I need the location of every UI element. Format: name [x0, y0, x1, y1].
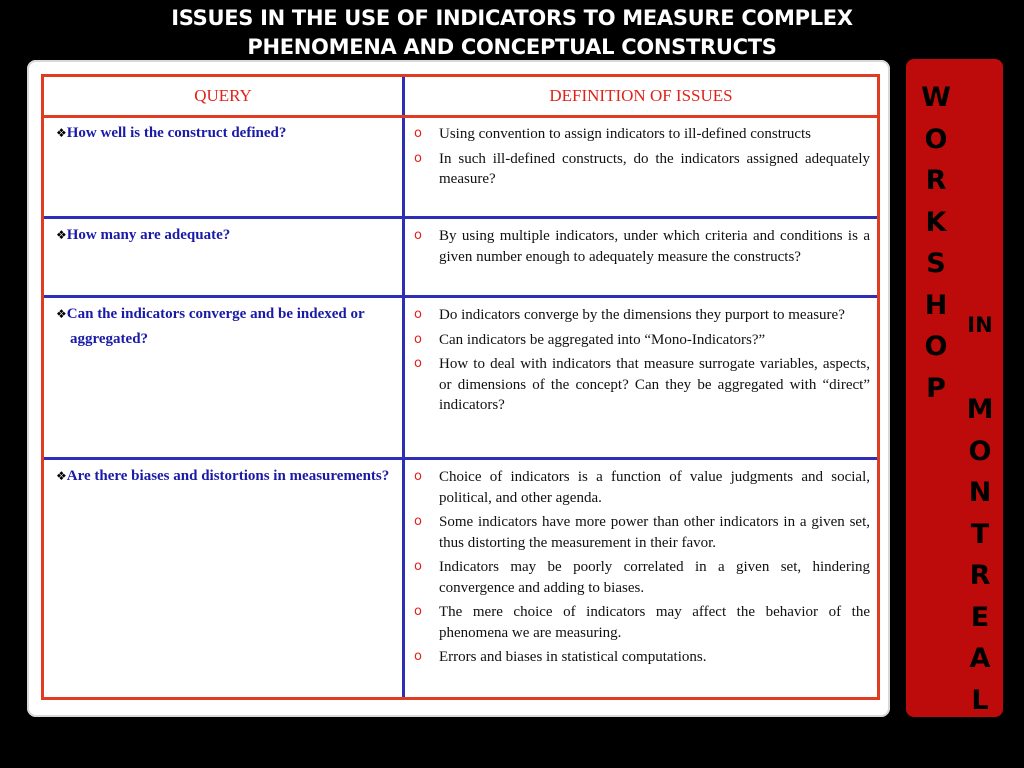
issue-text: By using multiple indicators, under which criteria and conditions is a given number enough to adequately measure the constructs? [439, 228, 870, 265]
issue-text: Choice of indicators is a function of value judgments and social, political, and other agenda. [439, 469, 870, 506]
banner-letter: M [966, 394, 994, 425]
query-text: How many are adequate? [66, 227, 231, 243]
banner-word-workshop [918, 77, 954, 409]
banner-letter: N [968, 477, 992, 508]
issue-text: Using convention to assign indicators to ill-defined constructs [439, 126, 812, 142]
row-divider [44, 295, 877, 298]
diamond-bullet-icon: ❖ [56, 469, 67, 483]
issue-item [414, 557, 870, 598]
header-divider [44, 115, 877, 118]
issue-item [414, 226, 870, 267]
banner-word-in: IN [967, 313, 993, 337]
circle-bullet-icon: o [414, 559, 422, 574]
circle-bullet-icon: o [414, 331, 422, 347]
query-column-header: QUERY [194, 86, 252, 105]
diamond-bullet-icon: ❖ [56, 228, 67, 242]
banner-letter: T [970, 518, 990, 550]
issue-item [414, 305, 870, 326]
issue-item [414, 467, 870, 508]
row-divider [44, 216, 877, 219]
issue-item [414, 602, 870, 643]
issue-list [414, 226, 870, 271]
circle-bullet-icon: o [414, 150, 422, 166]
row-divider [44, 457, 877, 460]
issue-text: Errors and biases in statistical computations. [439, 649, 707, 665]
issue-text: In such ill-defined constructs, do the indicators assigned adequately measure? [439, 150, 870, 187]
issue-item [414, 512, 870, 553]
issue-item [414, 149, 870, 190]
issue-item [414, 124, 870, 145]
banner-letter: S [926, 248, 946, 279]
banner-word-montreal [960, 389, 1000, 721]
query-text: Are there biases and distortions in measurements? [66, 468, 390, 484]
issue-list [414, 124, 870, 194]
banner-letter: R [969, 560, 991, 591]
query-cell [56, 464, 408, 489]
column-divider [402, 77, 405, 697]
issue-item [414, 354, 870, 416]
slide-title [0, 4, 1024, 62]
issue-text: Can indicators be aggregated into “Mono-Indicators?” [439, 331, 766, 348]
issue-list [414, 467, 870, 672]
title-line-1: ISSUES IN THE USE OF INDICATORS TO MEASURE COMPLEX [171, 6, 853, 30]
query-text: Can the indicators converge and be indexed or aggregated? [66, 306, 365, 347]
issue-item [414, 330, 870, 351]
circle-bullet-icon: o [414, 649, 422, 664]
circle-bullet-icon: o [414, 604, 422, 619]
banner-letter: O [968, 435, 992, 467]
diamond-bullet-icon: ❖ [56, 126, 67, 140]
issue-text: Do indicators converge by the dimensions they purport to measure? [439, 307, 845, 323]
banner-letter: O [924, 123, 948, 155]
issue-list [414, 305, 870, 420]
banner-letter: A [969, 643, 991, 674]
banner-letter: H [924, 289, 948, 321]
circle-bullet-icon: o [414, 228, 422, 243]
banner-letter: K [925, 206, 947, 238]
banner-letter: O [924, 331, 948, 362]
circle-bullet-icon: o [414, 514, 422, 529]
issues-table [41, 74, 880, 700]
banner-letter: P [926, 372, 946, 404]
banner-letter: E [970, 601, 990, 633]
workshop-banner [906, 59, 1003, 717]
title-line-2: PHENOMENA AND CONCEPTUAL CONSTRUCTS [247, 35, 777, 59]
circle-bullet-icon: o [414, 126, 422, 141]
circle-bullet-icon: o [414, 356, 422, 371]
query-text: How well is the construct defined? [66, 125, 287, 141]
banner-letter: R [925, 165, 947, 196]
definition-column-header: DEFINITION OF ISSUES [549, 86, 733, 105]
banner-letter: W [921, 82, 951, 113]
query-cell [56, 223, 408, 248]
circle-bullet-icon: o [414, 469, 422, 484]
circle-bullet-icon: o [414, 307, 422, 322]
banner-letter: L [971, 684, 989, 716]
issue-text: Indicators may be poorly correlated in a given set, hindering convergence and adding to biases. [439, 559, 870, 596]
issue-text: How to deal with indicators that measure surrogate variables, aspects, or dimensions of the concept? Can they be aggregated with “direct” indicators? [439, 356, 870, 413]
diamond-bullet-icon: ❖ [56, 307, 67, 321]
issue-item [414, 647, 870, 668]
query-cell [56, 121, 408, 146]
query-cell [56, 302, 408, 352]
issue-text: The mere choice of indicators may affect the behavior of the phenomena we are measuring. [439, 604, 870, 641]
issue-text: Some indicators have more power than other indicators in a given set, thus distorting the measurement in their favor. [439, 514, 870, 551]
